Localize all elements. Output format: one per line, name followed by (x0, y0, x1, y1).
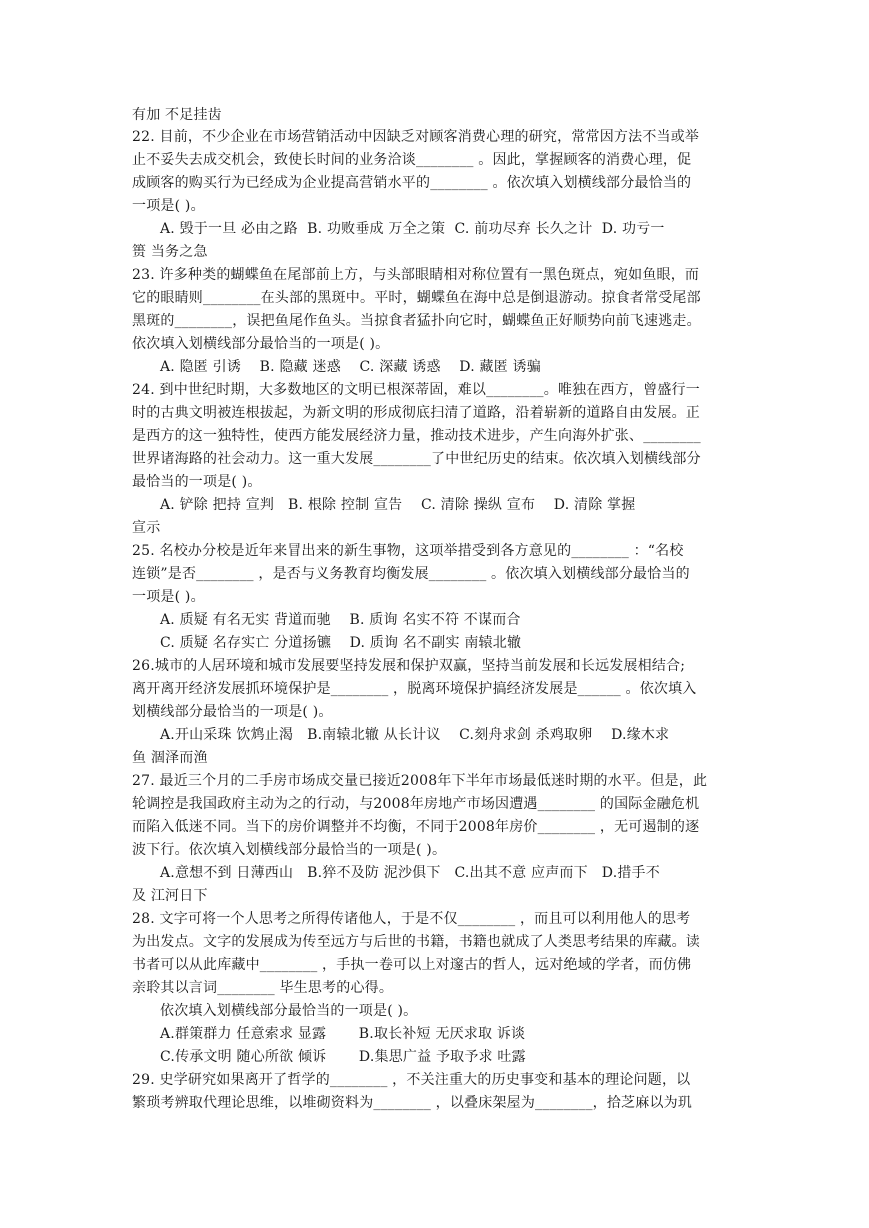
text-line: 它的眼睛则________在头部的黑斑中。平时，蝴蝶鱼在海中总是倒退游动。掠食者常受尾部 (132, 290, 701, 306)
options-line: C. 质疑 名存实亡 分道扬镳 D. 质询 名不副实 南辕北辙 (160, 635, 522, 651)
options-line: A. 质疑 有名无实 背道而驰 B. 质询 名实不符 不谋而合 (160, 612, 521, 628)
text-line: 成顾客的购买行为已经成为企业提高营销水平的________ 。依次填入划横线部分最恰当的 (132, 175, 692, 191)
options-line: A.开山采珠 饮鸩止渴 B.南辕北辙 从长计议 C.刻舟求剑 杀鸡取卵 D.缘木求 (160, 727, 670, 743)
text-line: 轮调控是我国政府主动为之的行动，与2008年房地产市场因遭遇________ 的国际金融危机 (132, 796, 700, 812)
options-line: A. 毁于一旦 必由之路 B. 功败垂成 万全之策 C. 前功尽弃 长久之计 D. 功亏一 (160, 221, 665, 237)
text-line: 书者可以从此库藏中________ ，手执一卷可以上对邃古的哲人，远对绝域的学者，而仿佛 (132, 957, 692, 973)
text-line: 连锁”是否________ ，是否与义务教育均衡发展________ 。依次填入划横线部分最恰当的 (132, 566, 690, 582)
text-line: 而陷入低迷不同。当下的房价调整并不均衡，不同于2008年房价________ ，无可遏制的逐 (132, 819, 700, 835)
text-line: 为出发点。文字的发展成为传至远方与后世的书籍，书籍也就成了人类思考结果的库藏。读 (132, 934, 700, 950)
text-line: 繁琐考辨取代理论思维，以堆砌资料为________ ，以叠床架屋为________，拾芝麻以为玑 (132, 1095, 693, 1111)
text-line: 止不妥失去成交机会，致使长时间的业务洽谈________ 。因此，掌握顾客的消费心理，促 (132, 152, 692, 168)
options-line: A.意想不到 日薄西山 B.猝不及防 泥沙俱下 C.出其不意 应声而下 D.措手不 (160, 865, 660, 881)
options-line: C.传承文明 随心所欲 倾诉 D.集思广益 予取予求 吐露 (160, 1049, 526, 1065)
text-line: 时的古典文明被连根拔起，为新文明的形成彻底扫清了道路，沿着崭新的道路自由发展。正 (132, 405, 700, 421)
text-line: 黑斑的________，误把鱼尾作鱼头。当掠食者猛扑向它时，蝴蝶鱼正好顺势向前飞速逃走。 (132, 313, 701, 329)
question-25: 25. 名校办分校是近年来冒出来的新生事物，这项举措受到各方意见的________ ：“名校 (132, 543, 684, 559)
question-27: 27. 最近三个月的二手房市场成交量已接近2008年下半年市场最低迷时期的水平。但是，此 (132, 773, 708, 789)
text-line: 离开离开经济发展抓环境保护是________ ，脱离环境保护搞经济发展是______ 。依次填入 (132, 681, 697, 697)
text-line: 鱼 涸泽而渔 (132, 750, 208, 766)
text-line: 世界诸海路的社会动力。这一重大发展________了中世纪历史的结束。依次填入划横线部分 (132, 451, 701, 467)
text-line: 一项是( )。 (132, 198, 205, 214)
text-line: 是西方的这一独特性，使西方能发展经济力量，推动技术进步，产生向海外扩张、________ (132, 428, 701, 444)
text-line: 有加 不足挂齿 (132, 107, 222, 123)
question-28: 28. 文字可将一个人思考之所得传诸他人，于是不仅________ ，而且可以利用他人的思考 (132, 911, 691, 927)
options-line: A. 隐匿 引诱 B. 隐藏 迷惑 C. 深藏 诱惑 D. 藏匿 诱骗 (160, 359, 541, 375)
question-22: 22. 目前，不少企业在市场营销活动中因缺乏对顾客消费心理的研究，常常因方法不当或举 (132, 129, 700, 145)
text-line: 及 江河日下 (132, 888, 208, 904)
text-line: 一项是( )。 (132, 589, 205, 605)
text-line: 依次填入划横线部分最恰当的一项是( )。 (132, 336, 390, 352)
options-line: A. 铲除 把持 宣判 B. 根除 控制 宣告 C. 清除 操纵 宣布 D. 清除 掌握 (160, 497, 636, 513)
question-23: 23. 许多种类的蝴蝶鱼在尾部前上方，与头部眼睛相对称位置有一黑色斑点，宛如鱼眼，而 (132, 267, 700, 283)
text-line: 波下行。依次填入划横线部分最恰当的一项是( )。 (132, 842, 447, 858)
question-24: 24. 到中世纪时期，大多数地区的文明已根深蒂固，难以________。唯独在西方，曾盛行一 (132, 382, 700, 398)
text-line: 宣示 (132, 520, 161, 536)
text-line: 依次填入划横线部分最恰当的一项是( )。 (160, 1003, 418, 1019)
question-26: 26.城市的人居环境和城市发展要坚持发展和保护双赢，坚持当前发展和长远发展相结合; (132, 658, 686, 674)
text-line: 亲聆其以言词________ 毕生思考的心得。 (132, 980, 394, 996)
text-line: 最恰当的一项是( )。 (132, 474, 262, 490)
question-29: 29. 史学研究如果离开了哲学的________ ，不关注重大的历史事变和基本的理论问题，以 (132, 1072, 691, 1088)
options-line: A.群策群力 任意索求 显露 B.取长补短 无厌求取 诉谈 (160, 1026, 526, 1042)
text-line: 划横线部分最恰当的一项是( )。 (132, 704, 333, 720)
text-line: 篑 当务之急 (132, 244, 208, 260)
